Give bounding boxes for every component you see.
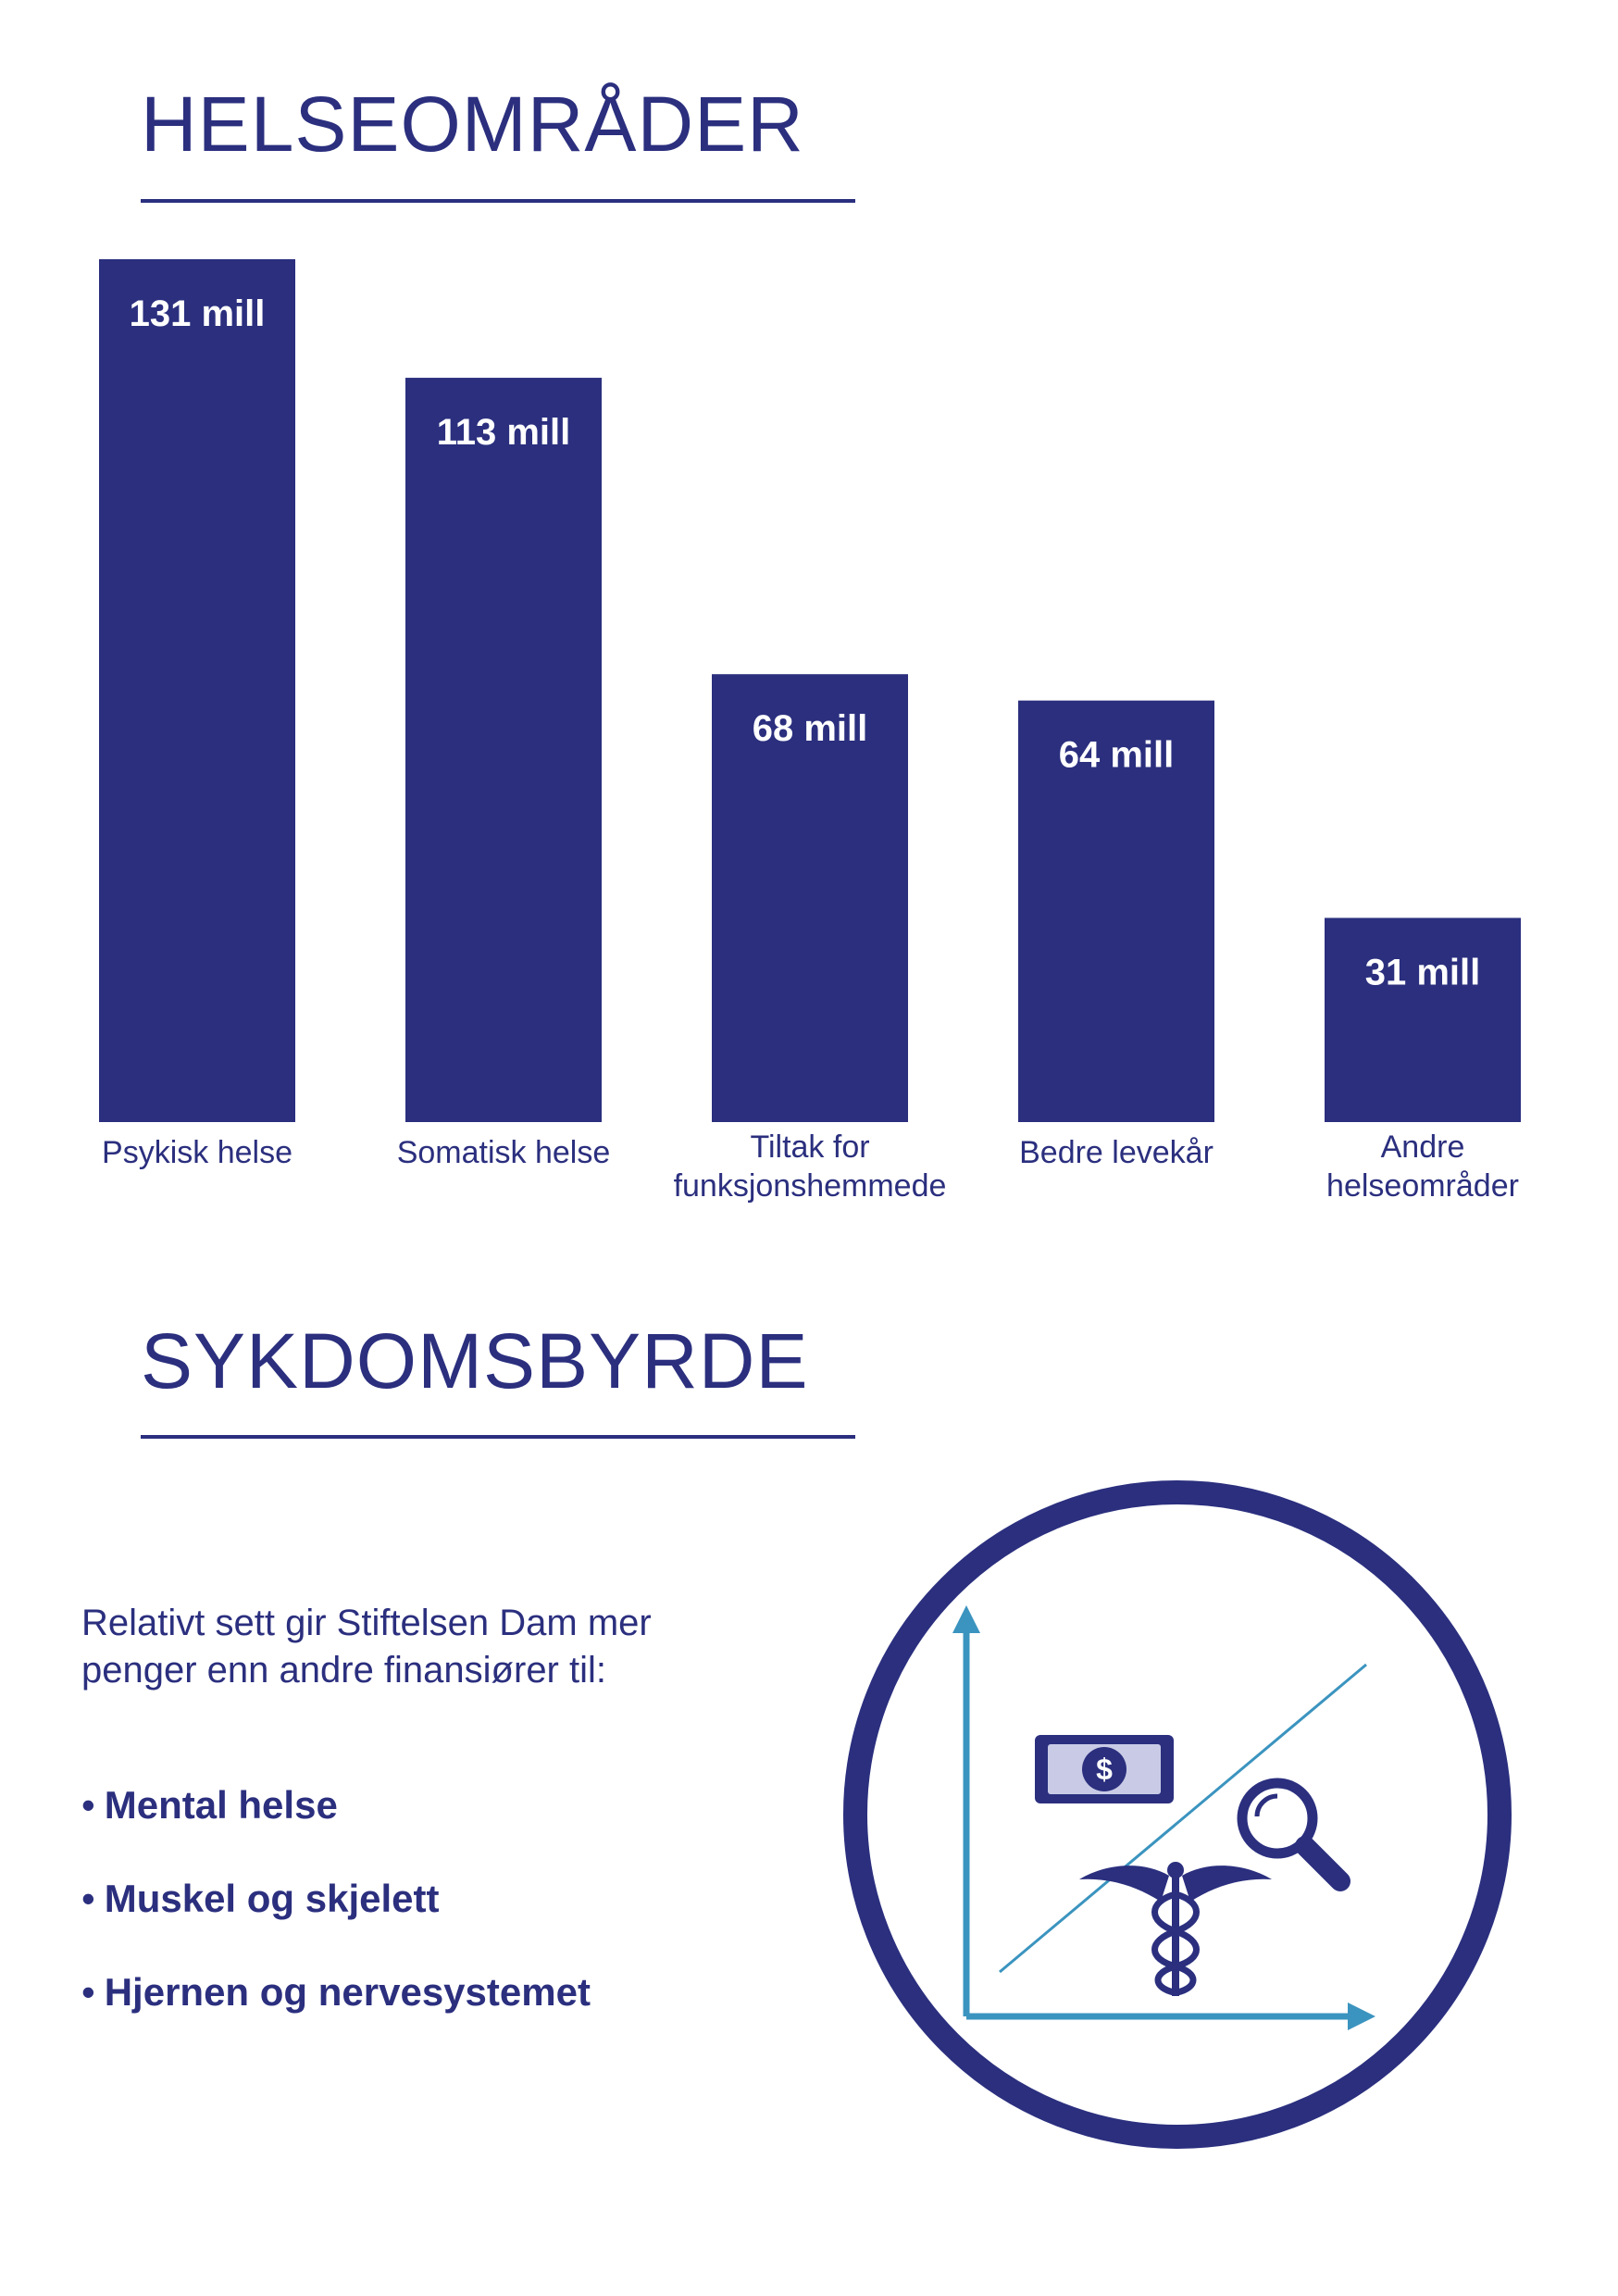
list-item: [81, 1871, 591, 1965]
title-underline: [141, 1435, 855, 1439]
section-title-sykdomsbyrde: SYKDOMSBYRDE: [141, 1317, 809, 1404]
intro-text: [81, 1600, 803, 1694]
data-label: 31 mill: [1364, 952, 1481, 993]
outer-ring: [855, 1492, 1500, 2137]
bullet-marker: •: [81, 1970, 95, 2014]
intro-line: Relativt sett gir Stiftelsen Dam mer: [81, 1603, 652, 1643]
priority-list: [81, 1778, 591, 2058]
category-label: helseområder: [1326, 1168, 1519, 1204]
data-label: 131 mill: [129, 293, 266, 334]
bar-2: [405, 378, 602, 1122]
list-item: [81, 1778, 591, 1871]
category-label: Tiltak for: [750, 1129, 870, 1165]
bar-5: [1325, 917, 1521, 1122]
data-label: 68 mill: [752, 708, 868, 750]
category-label: Andre: [1380, 1129, 1465, 1165]
data-label: 113 mill: [436, 412, 571, 454]
list-item-label: Hjernen og nervesystemet: [104, 1970, 591, 2014]
intro-line: penger enn andre finansiører til:: [81, 1650, 606, 1691]
bullet-marker: •: [81, 1877, 95, 1920]
data-label: 64 mill: [1058, 734, 1175, 776]
section-title-helseomrader: HELSEOMRÅDER: [141, 81, 804, 168]
category-label: Psykisk helse: [102, 1135, 292, 1170]
list-item: [81, 1965, 591, 2058]
category-label: Bedre levekår: [1019, 1135, 1214, 1170]
category-label: funksjonshemmede: [673, 1168, 947, 1204]
bullet-marker: •: [81, 1783, 95, 1827]
magnifier-icon: [1242, 1783, 1340, 1881]
bar-1: [99, 259, 295, 1122]
category-label: Somatisk helse: [396, 1135, 611, 1170]
bill-symbol: $: [1096, 1753, 1113, 1786]
list-item-label: Mental helse: [104, 1783, 338, 1827]
list-item-label: Muskel og skjelett: [104, 1877, 440, 1920]
money-bill-icon: [1035, 1735, 1174, 1803]
illustration-circle: [829, 1466, 1525, 2163]
